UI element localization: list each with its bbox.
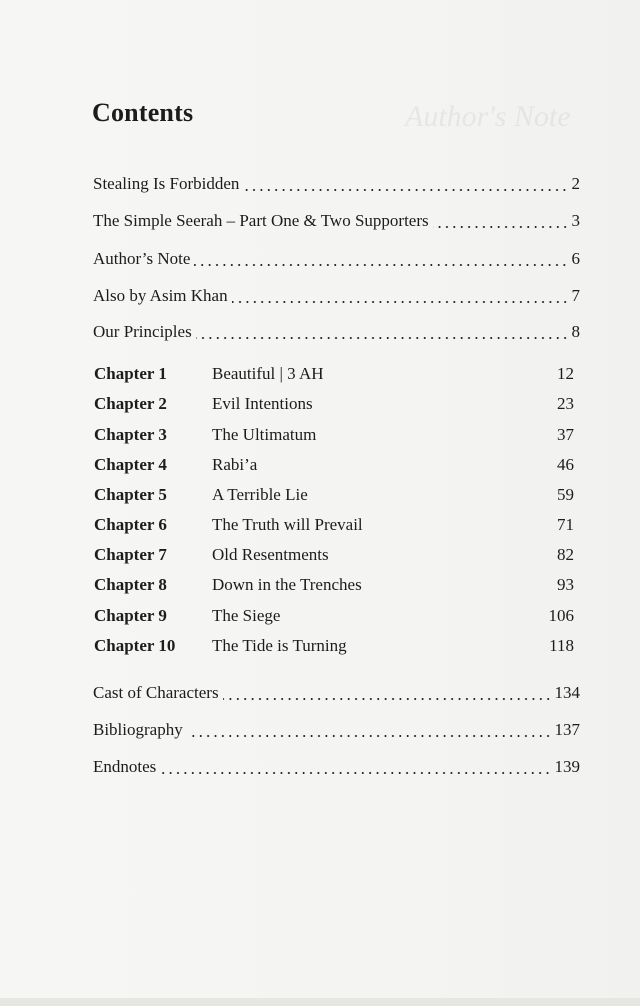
toc-entry-page: 134 — [554, 683, 580, 702]
chapter-page: 82 — [557, 545, 574, 564]
toc-entry-label: The Simple Seerah – Part One & Two Supporters — [93, 211, 429, 230]
chapter-title: A Terrible Lie — [212, 485, 308, 504]
chapter-page: 71 — [557, 515, 574, 534]
toc-entry-label: Cast of Characters — [93, 683, 219, 702]
chapter-title: The Ultimatum — [212, 425, 317, 444]
chapter-number: Chapter 1 — [94, 364, 167, 383]
toc-chapter-5[interactable] — [94, 485, 574, 511]
toc-entry-authors-note[interactable] — [93, 249, 580, 269]
chapter-title: Rabi’a — [212, 455, 258, 474]
chapter-number: Chapter 4 — [94, 455, 167, 474]
chapter-title: The Truth will Prevail — [212, 515, 363, 534]
chapter-title: The Tide is Turning — [212, 636, 347, 655]
toc-chapter-4[interactable] — [94, 455, 574, 481]
chapter-number: Chapter 2 — [94, 394, 167, 413]
dot-leader — [194, 264, 568, 266]
chapter-title: Beautiful | 3 AH — [212, 364, 324, 383]
toc-entry-page: 2 — [571, 174, 580, 193]
dot-leader — [243, 189, 568, 191]
page-bottom-edge — [0, 998, 640, 1006]
toc-entry-page: 139 — [554, 757, 580, 776]
chapter-title: The Siege — [212, 606, 281, 625]
dot-leader — [196, 337, 569, 339]
toc-entry-label: Author’s Note — [93, 249, 191, 268]
dot-leader — [232, 301, 569, 303]
chapter-title: Evil Intentions — [212, 394, 313, 413]
chapter-page: 12 — [557, 364, 574, 383]
toc-chapter-9[interactable] — [94, 606, 574, 632]
chapter-title: Old Resentments — [212, 545, 329, 564]
chapter-number: Chapter 3 — [94, 425, 167, 444]
toc-entry-label: Stealing Is Forbidden — [93, 174, 240, 193]
chapter-page: 118 — [549, 636, 574, 655]
toc-chapter-7[interactable] — [94, 545, 574, 571]
toc-chapter-3[interactable] — [94, 425, 574, 451]
toc-entry-page: 8 — [571, 322, 580, 341]
toc-entry-endnotes[interactable] — [93, 757, 580, 777]
toc-chapter-6[interactable] — [94, 515, 574, 541]
toc-entry-page: 137 — [554, 720, 580, 739]
chapter-page: 37 — [557, 425, 574, 444]
toc-chapter-8[interactable] — [94, 575, 574, 601]
chapter-page: 23 — [557, 394, 574, 413]
chapter-number: Chapter 7 — [94, 545, 167, 564]
dot-leader — [187, 735, 552, 737]
chapter-number: Chapter 5 — [94, 485, 167, 504]
chapter-number: Chapter 8 — [94, 575, 167, 594]
toc-entry-label: Also by Asim Khan — [93, 286, 228, 305]
toc-chapter-10[interactable] — [94, 636, 574, 662]
toc-entry-our-principles[interactable] — [93, 322, 580, 342]
chapter-title: Down in the Trenches — [212, 575, 362, 594]
page-title: Contents — [92, 98, 194, 127]
toc-entry-bibliography[interactable] — [93, 720, 580, 740]
toc-entry-also-by[interactable] — [93, 286, 580, 306]
toc-entry-label: Endnotes — [93, 757, 157, 776]
chapter-number: Chapter 9 — [94, 606, 167, 625]
chapter-page: 46 — [557, 455, 574, 474]
chapter-page: 93 — [557, 575, 574, 594]
toc-entry-page: 3 — [571, 211, 580, 230]
bleed-through-heading: Author's Note — [405, 100, 571, 133]
dot-leader — [433, 226, 569, 228]
toc-entry-label: Bibliography — [93, 720, 183, 739]
dot-leader — [160, 772, 551, 774]
chapter-number: Chapter 10 — [94, 636, 176, 655]
chapter-number: Chapter 6 — [94, 515, 167, 534]
toc-entry-page: 6 — [571, 249, 580, 268]
toc-chapter-2[interactable] — [94, 394, 574, 420]
toc-entry-simple-seerah[interactable] — [93, 211, 580, 231]
toc-chapter-1[interactable] — [94, 364, 574, 390]
toc-entry-label: Our Principles — [93, 322, 192, 341]
chapter-page: 59 — [557, 485, 574, 504]
toc-entry-cast-of-characters[interactable] — [93, 683, 580, 703]
toc-entry-stealing-is-forbidden[interactable] — [93, 174, 580, 194]
chapter-page: 106 — [548, 606, 574, 625]
dot-leader — [223, 698, 552, 700]
toc-entry-page: 7 — [571, 286, 580, 305]
